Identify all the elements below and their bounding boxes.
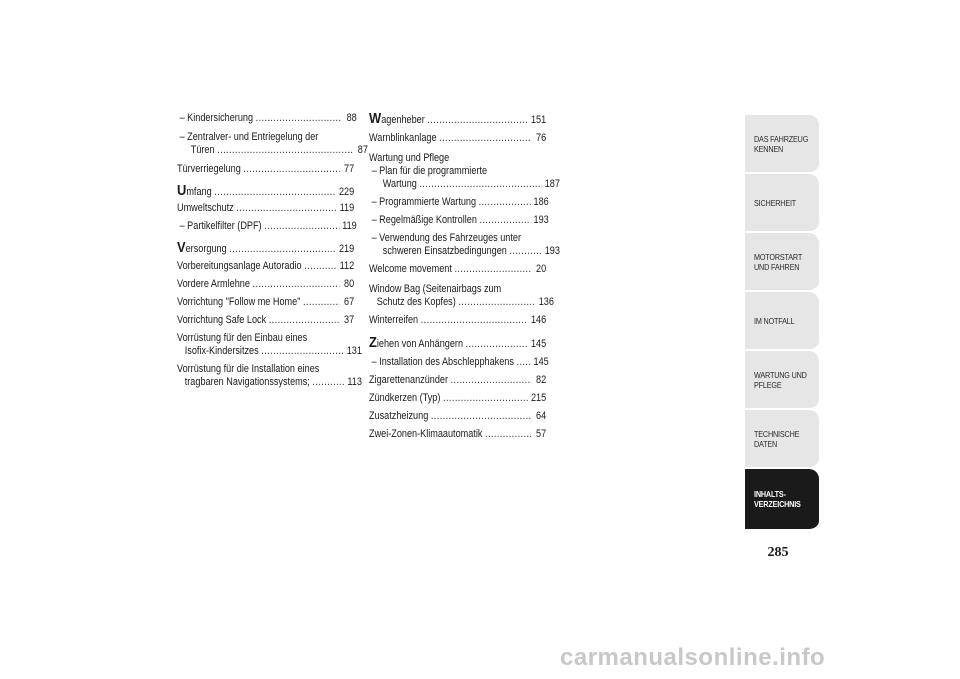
page-ref: 193: [533, 214, 549, 226]
section-initial: W: [369, 110, 382, 127]
chapter-tab[interactable]: [745, 115, 819, 174]
index-entry: [369, 392, 546, 405]
entry-label: – Installation des Abschlepphakens: [371, 356, 514, 368]
index-entry: [369, 112, 546, 127]
page-ref: 229: [338, 186, 355, 198]
page-ref: 146: [530, 314, 547, 326]
page-ref: 113: [347, 376, 362, 388]
entry-text: [372, 356, 514, 369]
entry-label: Türverriegelung: [177, 163, 241, 175]
chapter-tab-label: INHALTS-VERZEICHNIS: [754, 489, 801, 509]
index-entry: [369, 428, 546, 441]
entry-text: [383, 178, 417, 191]
entry-label: Vorbereitungsanlage Autoradio: [177, 260, 302, 272]
index-entry: [177, 260, 354, 273]
page-ref: 82: [536, 374, 547, 386]
chapter-tab[interactable]: [745, 469, 819, 531]
entry-label: Türen: [190, 144, 215, 156]
page-ref: 57: [536, 428, 547, 440]
page-ref: 119: [339, 202, 355, 214]
leader-dots: [454, 263, 531, 276]
entry-text: [177, 202, 234, 215]
entry-text: Vorrüstung für den Einbau eines: [177, 332, 308, 344]
entry-label: Zigarettenanzünder: [369, 374, 449, 386]
index-entry: [369, 356, 549, 369]
entry-label: Vorrichtung "Follow me Home": [177, 296, 301, 308]
entry-text: [369, 132, 437, 145]
chapter-tab-label: IM NOTFALL: [754, 315, 795, 326]
index-entry: [369, 263, 546, 276]
leader-dots: [312, 376, 344, 389]
index-entry: [369, 152, 546, 165]
chapter-tab[interactable]: [745, 292, 819, 351]
index-entry: [177, 345, 362, 358]
page-ref: 219: [338, 243, 355, 255]
leader-dots: [264, 220, 339, 233]
leader-dots: [480, 214, 531, 227]
leader-dots: [458, 296, 536, 309]
entry-text: – Plan für die programmierte: [371, 165, 488, 177]
index-column-middle: [369, 110, 560, 441]
entry-text: [185, 345, 259, 358]
index-entry: [369, 214, 549, 227]
entry-text: [383, 245, 507, 258]
section-initial: Z: [369, 334, 377, 351]
page-ref: 186: [533, 196, 549, 208]
leader-dots: [229, 243, 336, 256]
page-ref: 20: [536, 263, 547, 275]
entry-label: iehen von Anhängern: [376, 338, 464, 350]
entry-text: [177, 184, 212, 199]
entry-text: [372, 196, 476, 209]
page-ref: 215: [530, 392, 547, 404]
index-entry: [177, 241, 354, 256]
leader-dots: [466, 338, 529, 351]
entry-text: – Verwendung des Fahrzeuges unter: [371, 232, 522, 244]
index-column-left: [177, 112, 368, 389]
section-initial: U: [177, 182, 187, 199]
entry-label: – Kindersicherung: [179, 112, 254, 124]
leader-dots: [419, 178, 542, 191]
index-entry: [369, 283, 546, 296]
index-entry: [177, 163, 354, 176]
entry-text: [177, 241, 227, 256]
page-ref: 76: [536, 132, 547, 144]
entry-text: [369, 263, 452, 276]
entry-label: Vorrichtung Safe Lock: [177, 314, 267, 326]
page-ref: 112: [339, 260, 355, 272]
index-entry: [177, 112, 357, 125]
leader-dots: [516, 356, 530, 369]
index-entry: [369, 165, 549, 178]
leader-dots: [451, 374, 532, 387]
entry-text: [369, 428, 482, 441]
page-ref: 77: [344, 163, 355, 175]
index-entry: [177, 296, 354, 309]
entry-text: [177, 260, 302, 273]
entry-label: Welcome movement: [369, 263, 452, 275]
leader-dots: [479, 196, 531, 209]
chapter-tab-label: MOTORSTART UND FAHREN: [754, 251, 802, 272]
chapter-tab[interactable]: [745, 233, 819, 292]
index-entry: [177, 184, 354, 199]
leader-dots: [439, 132, 531, 145]
chapter-tab[interactable]: [745, 410, 819, 469]
index-entry: [177, 131, 357, 144]
page-ref: 67: [344, 296, 355, 308]
page-ref: 87: [357, 144, 368, 156]
index-entry: [369, 296, 554, 309]
section-initial: V: [177, 239, 186, 256]
entry-label: Zusatzheizung: [369, 410, 429, 422]
page-ref: 145: [533, 356, 549, 368]
entry-label: Umweltschutz: [177, 202, 234, 214]
index-entry: [369, 245, 560, 258]
leader-dots: [421, 314, 529, 327]
index-entry: [177, 314, 354, 327]
entry-label: – Regelmäßige Kontrollen: [371, 214, 477, 226]
entry-label: Zündkerzen (Typ): [369, 392, 441, 404]
entry-text: [369, 112, 425, 127]
index-entry: [369, 336, 546, 351]
entry-text: – Zentralver- und Entriegelung der: [179, 131, 319, 143]
page-ref: 64: [536, 410, 547, 422]
entry-text: [369, 336, 463, 351]
leader-dots: [261, 345, 344, 358]
entry-label: Schutz des Kopfes): [376, 296, 456, 308]
entry-text: [180, 112, 253, 125]
leader-dots: [214, 186, 336, 199]
entry-text: [369, 374, 448, 387]
entry-text: [180, 220, 262, 233]
entry-label: mfang: [186, 186, 212, 198]
chapter-tab-label: WARTUNG UND PFLEGE: [754, 369, 807, 390]
leader-dots: [243, 163, 339, 176]
chapter-tab-label: TECHNISCHE DATEN: [754, 428, 800, 449]
entry-text: [369, 392, 440, 405]
entry-text: Wartung und Pflege: [369, 152, 450, 164]
index-entry: [369, 410, 546, 423]
page-ref: 187: [544, 178, 560, 190]
entry-text: Window Bag (Seitenairbags zum: [369, 283, 502, 295]
entry-label: Wartung: [382, 178, 417, 190]
entry-text: [369, 410, 428, 423]
leader-dots: [485, 428, 532, 441]
index-entry: [177, 220, 357, 233]
entry-label: Zwei-Zonen-Klimaautomatik: [369, 428, 483, 440]
index-entry: [369, 196, 549, 209]
leader-dots: [431, 410, 532, 423]
page-ref: 193: [544, 245, 560, 257]
page-ref: 37: [344, 314, 355, 326]
leader-dots: [509, 245, 542, 258]
entry-text: [191, 144, 215, 157]
entry-label: tragbaren Navigationssystems;: [184, 376, 310, 388]
page-ref: 119: [342, 220, 357, 232]
chapter-tab-label: SICHERHEIT: [754, 197, 797, 208]
leader-dots: [253, 278, 340, 291]
page-number: 285: [767, 545, 789, 560]
entry-label: Isofix-Kindersitzes: [184, 345, 259, 357]
entry-text: [372, 214, 477, 227]
entry-label: Vordere Armlehne: [177, 278, 250, 290]
index-entry: [177, 376, 362, 389]
page-ref: 145: [530, 338, 547, 350]
entry-text: Vorrüstung für die Installation eines: [177, 363, 320, 375]
leader-dots: [269, 314, 340, 327]
chapter-tabs: [745, 115, 819, 531]
index-entry: [369, 374, 546, 387]
entry-text: [185, 376, 310, 389]
index-entry: [369, 314, 546, 327]
index-entry: [177, 363, 354, 376]
leader-dots: [303, 296, 340, 309]
entry-label: ersorgung: [185, 243, 227, 255]
watermark: carmanualsonline.info: [560, 644, 826, 671]
page-ref: 131: [346, 345, 362, 357]
page-ref: 151: [530, 114, 547, 126]
chapter-tab[interactable]: [745, 351, 819, 410]
leader-dots: [304, 260, 337, 273]
entry-label: schweren Einsatzbedingungen: [382, 245, 507, 257]
index-entry: [369, 132, 546, 145]
entry-text: [369, 314, 418, 327]
entry-label: – Programmierte Wartung: [371, 196, 477, 208]
page-ref: 80: [344, 278, 355, 290]
index-entry: [369, 232, 549, 245]
entry-text: [177, 163, 241, 176]
index-entry: [177, 202, 354, 215]
index-entry: [177, 278, 354, 291]
entry-label: Winterreifen: [369, 314, 419, 326]
entry-text: [377, 296, 456, 309]
leader-dots: [256, 112, 343, 125]
leader-dots: [427, 114, 528, 127]
chapter-tab-label: DAS FAHRZEUG KENNEN: [754, 133, 809, 154]
index-entry: [369, 178, 560, 191]
entry-text: [177, 278, 250, 291]
entry-label: agenheber: [381, 114, 425, 126]
page-ref: 88: [346, 112, 357, 124]
entry-text: [177, 296, 300, 309]
index-entry: [177, 332, 354, 345]
leader-dots: [217, 144, 353, 157]
page-ref: 136: [538, 296, 554, 308]
entry-label: – Partikelfilter (DPF): [179, 220, 262, 232]
leader-dots: [443, 392, 528, 405]
leader-dots: [236, 202, 337, 215]
entry-text: [177, 314, 266, 327]
index-entry: [177, 144, 368, 157]
entry-label: Warnblinkanlage: [369, 132, 437, 144]
chapter-tab[interactable]: [745, 174, 819, 233]
